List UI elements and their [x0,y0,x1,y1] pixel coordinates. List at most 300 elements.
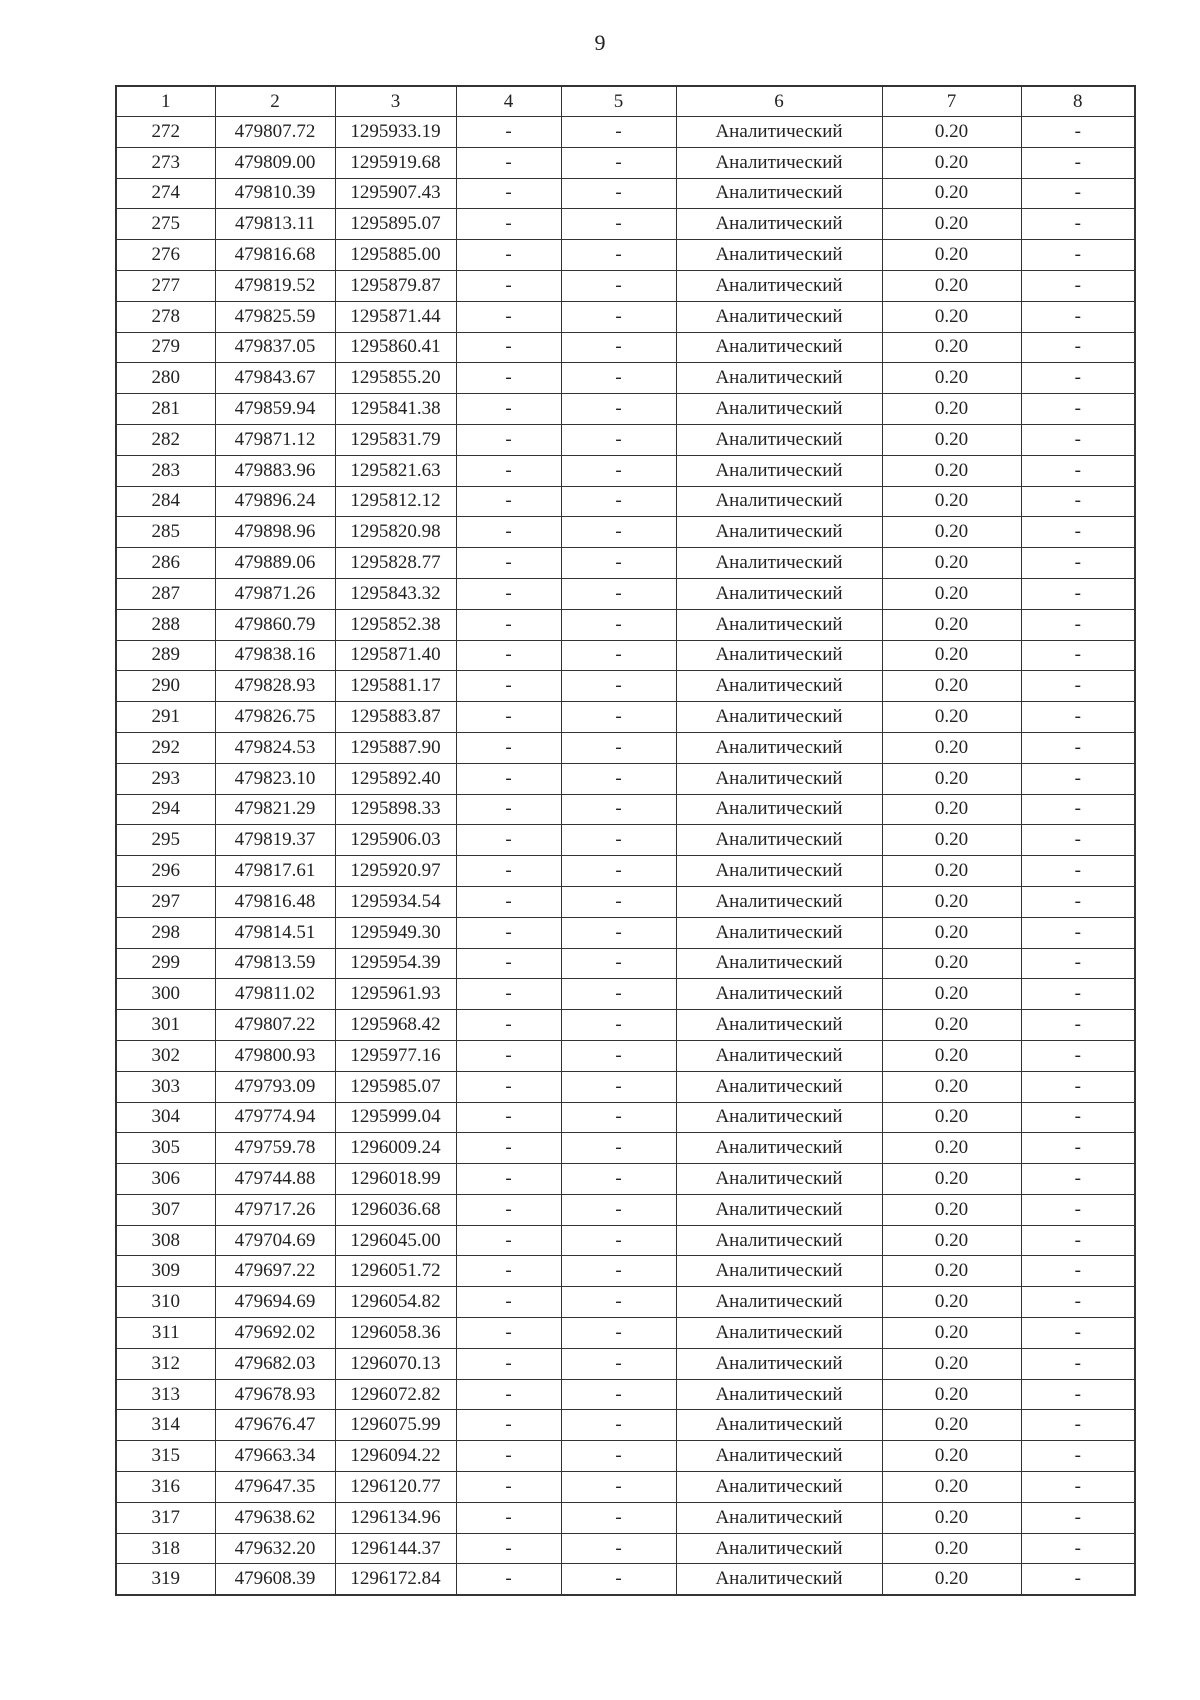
table-row [116,301,1135,332]
table-cell: - [1021,486,1135,517]
table-row [116,948,1135,979]
table-cell: 479774.94 [215,1102,335,1133]
table-cell: 1296075.99 [335,1410,456,1441]
table-row [116,332,1135,363]
table-cell: 479704.69 [215,1225,335,1256]
table-cell: - [456,517,561,548]
table-cell: Аналитический [676,209,882,240]
table-cell: - [456,794,561,825]
table-row [116,1225,1135,1256]
table-cell: 296 [116,856,215,887]
table-row [116,671,1135,702]
table-cell: - [561,1040,676,1071]
table-row [116,1071,1135,1102]
table-cell: 289 [116,640,215,671]
table-cell: 0.20 [882,1102,1021,1133]
table-cell: - [456,1502,561,1533]
table-row [116,917,1135,948]
table-cell: 479898.96 [215,517,335,548]
table-cell: Аналитический [676,486,882,517]
table-row [116,1502,1135,1533]
table-cell: 303 [116,1071,215,1102]
table-cell: Аналитический [676,301,882,332]
table-cell: 0.20 [882,640,1021,671]
table-cell: - [561,301,676,332]
table-cell: 1295919.68 [335,147,456,178]
table-cell: - [456,825,561,856]
table-cell: 0.20 [882,486,1021,517]
table-row [116,1472,1135,1503]
table-cell: 1295920.97 [335,856,456,887]
table-cell: 317 [116,1502,215,1533]
table-cell: 1295895.07 [335,209,456,240]
table-cell: - [1021,671,1135,702]
table-cell: - [1021,763,1135,794]
table-cell: 479819.37 [215,825,335,856]
table-cell: 479816.68 [215,240,335,271]
table-cell: - [561,1225,676,1256]
table-cell: - [1021,455,1135,486]
table-cell: 312 [116,1348,215,1379]
table-cell: - [561,455,676,486]
table-cell: 273 [116,147,215,178]
table-cell: - [561,671,676,702]
table-row [116,147,1135,178]
table-cell: Аналитический [676,917,882,948]
table-row [116,1040,1135,1071]
table-body [116,117,1135,1596]
table-cell: Аналитический [676,1502,882,1533]
table-row [116,886,1135,917]
table-cell: 479821.29 [215,794,335,825]
table-cell: - [1021,1287,1135,1318]
table-cell: 283 [116,455,215,486]
table-cell: Аналитический [676,1164,882,1195]
table-cell: 0.20 [882,1164,1021,1195]
table-cell: 1296070.13 [335,1348,456,1379]
table-row [116,1287,1135,1318]
table-cell: Аналитический [676,671,882,702]
table-cell: - [456,917,561,948]
table-cell: 1295879.87 [335,270,456,301]
table-cell: 479807.72 [215,117,335,148]
table-cell: - [456,455,561,486]
table-cell: - [561,856,676,887]
table-cell: 0.20 [882,178,1021,209]
table-cell: - [456,117,561,148]
table-cell: 1295821.63 [335,455,456,486]
table-cell: - [561,1133,676,1164]
table-cell: - [456,424,561,455]
table-cell: - [561,1441,676,1472]
table-cell: 1295898.33 [335,794,456,825]
table-row [116,1194,1135,1225]
table-cell: 0.20 [882,702,1021,733]
table-cell: 295 [116,825,215,856]
coordinates-table [115,85,1136,1596]
table-cell: 292 [116,732,215,763]
table-cell: 1296054.82 [335,1287,456,1318]
table-row [116,240,1135,271]
table-cell: 0.20 [882,455,1021,486]
table-cell: - [1021,578,1135,609]
table-cell: - [1021,640,1135,671]
table-cell: - [1021,301,1135,332]
table-cell: Аналитический [676,1318,882,1349]
table-cell: 1296009.24 [335,1133,456,1164]
table-cell: 479678.93 [215,1379,335,1410]
table-cell: 309 [116,1256,215,1287]
table-cell: 1295812.12 [335,486,456,517]
table-cell: - [561,1194,676,1225]
table-cell: Аналитический [676,1472,882,1503]
table-row [116,455,1135,486]
table-cell: 0.20 [882,1287,1021,1318]
table-cell: 1295968.42 [335,1010,456,1041]
table-cell: 479819.52 [215,270,335,301]
table-cell: 479896.24 [215,486,335,517]
table-cell: 313 [116,1379,215,1410]
table-cell: - [561,1502,676,1533]
table-cell: - [1021,1564,1135,1595]
table-cell: 0.20 [882,147,1021,178]
table-cell: 1295977.16 [335,1040,456,1071]
table-cell: Аналитический [676,1287,882,1318]
table-cell: 479817.61 [215,856,335,887]
column-header: 1 [116,86,215,117]
table-cell: - [561,763,676,794]
table-cell: 302 [116,1040,215,1071]
table-cell: - [561,270,676,301]
table-cell: - [456,1287,561,1318]
table-cell: 282 [116,424,215,455]
table-cell: Аналитический [676,732,882,763]
table-cell: - [561,917,676,948]
table-cell: 479697.22 [215,1256,335,1287]
table-cell: 479859.94 [215,394,335,425]
table-cell: - [561,1287,676,1318]
table-cell: - [561,1256,676,1287]
table-cell: 479807.22 [215,1010,335,1041]
table-cell: 307 [116,1194,215,1225]
column-header: 4 [456,86,561,117]
table-cell: 0.20 [882,1010,1021,1041]
column-header: 8 [1021,86,1135,117]
table-cell: - [456,1410,561,1441]
table-row [116,363,1135,394]
table-cell: 1296045.00 [335,1225,456,1256]
table-cell: 479824.53 [215,732,335,763]
table-cell: - [456,332,561,363]
table-cell: 314 [116,1410,215,1441]
table-cell: 293 [116,763,215,794]
table-cell: Аналитический [676,548,882,579]
table-cell: 0.20 [882,1040,1021,1071]
table-cell: 0.20 [882,1225,1021,1256]
table-cell: 479759.78 [215,1133,335,1164]
table-cell: - [1021,1441,1135,1472]
table-cell: 479809.00 [215,147,335,178]
table-cell: - [1021,1502,1135,1533]
table-cell: Аналитический [676,1010,882,1041]
table-cell: 1295871.44 [335,301,456,332]
table-cell: - [456,1164,561,1195]
table-cell: - [1021,948,1135,979]
table-cell: 1295999.04 [335,1102,456,1133]
table-row [116,486,1135,517]
table-cell: - [456,486,561,517]
table-cell: - [561,886,676,917]
table-cell: 0.20 [882,1472,1021,1503]
table-cell: - [456,1225,561,1256]
table-cell: - [1021,732,1135,763]
table-cell: Аналитический [676,1133,882,1164]
table-cell: 286 [116,548,215,579]
table-cell: Аналитический [676,886,882,917]
table-cell: - [1021,270,1135,301]
table-cell: - [561,1071,676,1102]
table-cell: 479828.93 [215,671,335,702]
table-cell: Аналитический [676,363,882,394]
table-row [116,1533,1135,1564]
table-cell: 479638.62 [215,1502,335,1533]
table-cell: 0.20 [882,1071,1021,1102]
table-cell: - [456,1133,561,1164]
table-cell: 1296072.82 [335,1379,456,1410]
table-row [116,1410,1135,1441]
table-cell: Аналитический [676,424,882,455]
table-cell: 479871.12 [215,424,335,455]
table-cell: - [1021,178,1135,209]
table-cell: 0.20 [882,609,1021,640]
table-cell: 281 [116,394,215,425]
table-cell: 479717.26 [215,1194,335,1225]
table-cell: Аналитический [676,1225,882,1256]
table-cell: 272 [116,117,215,148]
table-cell: 311 [116,1318,215,1349]
table-cell: 0.20 [882,1194,1021,1225]
table-cell: - [456,856,561,887]
table-cell: - [456,1010,561,1041]
table-cell: Аналитический [676,640,882,671]
table-cell: - [456,609,561,640]
table-cell: 1296094.22 [335,1441,456,1472]
table-cell: 479816.48 [215,886,335,917]
table-cell: - [456,270,561,301]
table-row [116,763,1135,794]
table-cell: 1295831.79 [335,424,456,455]
table-cell: - [561,1564,676,1595]
table-row [116,1441,1135,1472]
table-cell: - [1021,394,1135,425]
table-cell: 479860.79 [215,609,335,640]
table-cell: - [456,209,561,240]
table-cell: - [1021,1379,1135,1410]
table-cell: - [1021,1472,1135,1503]
table-cell: 291 [116,702,215,733]
table-cell: - [1021,1533,1135,1564]
table-cell: - [456,732,561,763]
table-cell: 0.20 [882,301,1021,332]
table-cell: 1296120.77 [335,1472,456,1503]
table-row [116,1348,1135,1379]
table-cell: 0.20 [882,394,1021,425]
table-cell: 479676.47 [215,1410,335,1441]
table-cell: - [1021,517,1135,548]
table-cell: - [561,732,676,763]
table-cell: 479838.16 [215,640,335,671]
table-cell: - [561,1010,676,1041]
table-cell: Аналитический [676,1379,882,1410]
table-cell: 479825.59 [215,301,335,332]
table-cell: - [561,1102,676,1133]
table-cell: - [561,948,676,979]
table-cell: 0.20 [882,548,1021,579]
table-cell: 1295954.39 [335,948,456,979]
table-cell: Аналитический [676,455,882,486]
table-cell: - [1021,917,1135,948]
table-cell: Аналитический [676,1102,882,1133]
table-cell: 1295933.19 [335,117,456,148]
table-cell: 280 [116,363,215,394]
table-cell: - [561,117,676,148]
table-cell: - [1021,209,1135,240]
table-cell: - [456,578,561,609]
table-cell: 479883.96 [215,455,335,486]
table-cell: - [1021,702,1135,733]
table-cell: Аналитический [676,1348,882,1379]
table-cell: - [561,548,676,579]
table-cell: - [456,671,561,702]
table-cell: 479813.11 [215,209,335,240]
table-cell: 479813.59 [215,948,335,979]
table-cell: - [561,979,676,1010]
table-cell: Аналитический [676,1533,882,1564]
table-cell: Аналитический [676,270,882,301]
table-cell: - [456,147,561,178]
table-cell: - [456,394,561,425]
table-cell: 479843.67 [215,363,335,394]
table-cell: - [561,609,676,640]
table-row [116,1379,1135,1410]
table-cell: 479692.02 [215,1318,335,1349]
table-cell: 0.20 [882,1318,1021,1349]
table-cell: Аналитический [676,332,882,363]
table-cell: Аналитический [676,1040,882,1071]
table-cell: 1295887.90 [335,732,456,763]
column-header: 3 [335,86,456,117]
table-cell: 0.20 [882,1564,1021,1595]
table-row [116,979,1135,1010]
table-cell: - [561,209,676,240]
table-cell: - [1021,1194,1135,1225]
table-row [116,394,1135,425]
table-cell: Аналитический [676,178,882,209]
table-cell: 0.20 [882,917,1021,948]
table-cell: 315 [116,1441,215,1472]
table-cell: 479608.39 [215,1564,335,1595]
table-cell: 284 [116,486,215,517]
table-cell: Аналитический [676,240,882,271]
table-cell: 0.20 [882,270,1021,301]
table-cell: - [561,578,676,609]
table-cell: 1295961.93 [335,979,456,1010]
table-cell: 479837.05 [215,332,335,363]
table-cell: - [456,886,561,917]
column-header: 5 [561,86,676,117]
table-cell: 479871.26 [215,578,335,609]
table-cell: - [1021,1010,1135,1041]
table-cell: - [561,702,676,733]
table-cell: 285 [116,517,215,548]
table-cell: 1295843.32 [335,578,456,609]
table-cell: - [456,1194,561,1225]
table-cell: - [561,517,676,548]
table-cell: - [561,332,676,363]
table-cell: 299 [116,948,215,979]
table-cell: 1295985.07 [335,1071,456,1102]
table-cell: 304 [116,1102,215,1133]
table-cell: 277 [116,270,215,301]
table-cell: 1296051.72 [335,1256,456,1287]
table-cell: - [561,178,676,209]
table-cell: 288 [116,609,215,640]
table-cell: 1296172.84 [335,1564,456,1595]
table-cell: Аналитический [676,1441,882,1472]
table-row [116,1102,1135,1133]
table-cell: 0.20 [882,886,1021,917]
table-row [116,424,1135,455]
table-cell: - [456,948,561,979]
table-cell: - [1021,979,1135,1010]
table-cell: - [561,147,676,178]
table-cell: - [456,548,561,579]
table-cell: - [1021,825,1135,856]
table-cell: 0.20 [882,1502,1021,1533]
table-cell: 1296036.68 [335,1194,456,1225]
table-row [116,794,1135,825]
table-cell: - [456,1256,561,1287]
table-cell: - [456,363,561,394]
table-cell: 0.20 [882,1256,1021,1287]
table-cell: 1296018.99 [335,1164,456,1195]
table-cell: 290 [116,671,215,702]
table-cell: Аналитический [676,609,882,640]
table-cell: - [1021,424,1135,455]
table-cell: 1295841.38 [335,394,456,425]
table-cell: - [456,301,561,332]
table-cell: 0.20 [882,825,1021,856]
table-row [116,270,1135,301]
table-cell: Аналитический [676,1071,882,1102]
table-cell: - [561,394,676,425]
table-cell: - [1021,240,1135,271]
table-cell: 0.20 [882,671,1021,702]
table-cell: - [1021,363,1135,394]
table-cell: 1295906.03 [335,825,456,856]
table-cell: 479810.39 [215,178,335,209]
table-cell: 0.20 [882,332,1021,363]
column-header: 6 [676,86,882,117]
table-cell: Аналитический [676,702,882,733]
table-cell: 1295871.40 [335,640,456,671]
table-cell: 279 [116,332,215,363]
table-row [116,548,1135,579]
table-cell: - [456,1533,561,1564]
table-row [116,117,1135,148]
table-cell: 479793.09 [215,1071,335,1102]
table-row [116,1164,1135,1195]
